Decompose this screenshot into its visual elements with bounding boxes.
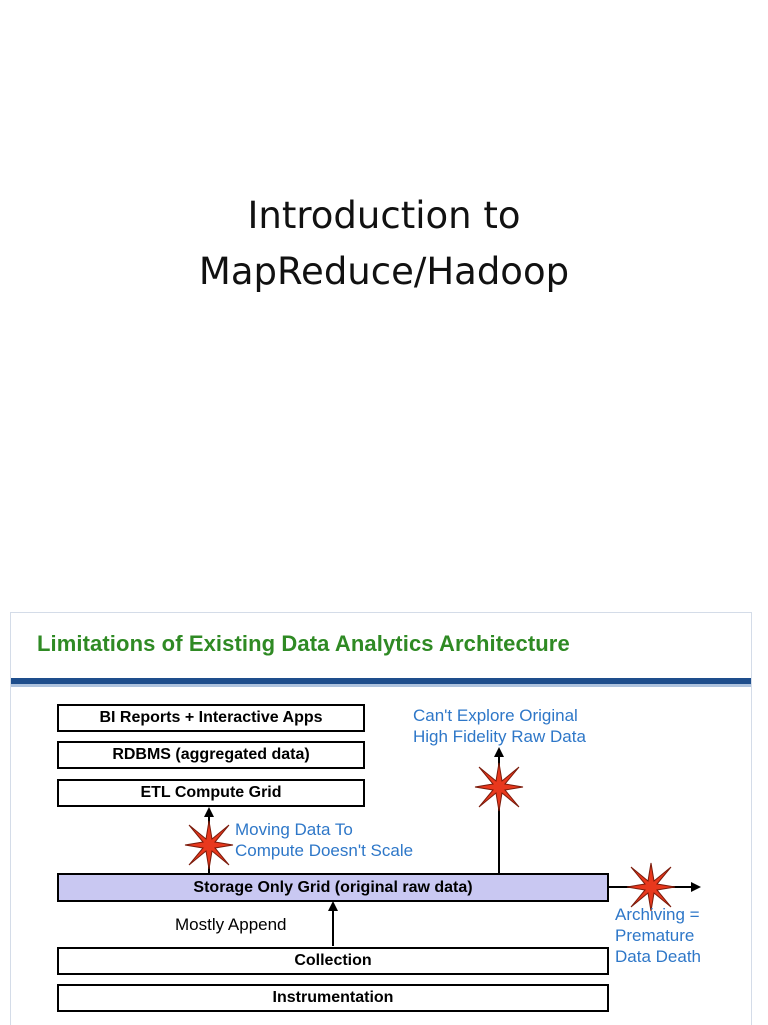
box-rdbms: RDBMS (aggregated data): [57, 741, 365, 769]
note-explore-line-2: High Fidelity Raw Data: [413, 727, 586, 746]
note-archiving-line-2: Premature: [615, 926, 695, 945]
box-etl: ETL Compute Grid: [57, 779, 365, 807]
note-moving-line-2: Compute Doesn't Scale: [235, 841, 414, 860]
page-title: [0, 188, 768, 300]
x-mark-explore-icon: [475, 763, 523, 811]
page-title-line-2: MapReduce/Hadoop: [198, 250, 570, 293]
note-archiving-line-1: Archiving =: [615, 905, 700, 924]
box-storage-grid: Storage Only Grid (original raw data): [57, 873, 609, 902]
note-moving-data: [235, 819, 413, 861]
page-title-line-1: Introduction to: [247, 194, 521, 237]
note-archiving: [615, 904, 701, 967]
note-archiving-line-3: Data Death: [615, 947, 701, 966]
note-explore: [413, 705, 586, 747]
box-collection: Collection: [57, 947, 609, 975]
note-explore-line-1: Can't Explore Original: [413, 706, 578, 725]
box-bi-reports: BI Reports + Interactive Apps: [57, 704, 365, 732]
slide-embedded: [10, 612, 752, 1025]
slide-heading: Limitations of Existing Data Analytics Architecture: [37, 631, 570, 656]
box-instrumentation: Instrumentation: [57, 984, 609, 1012]
note-moving-line-1: Moving Data To: [235, 820, 353, 839]
x-mark-moving-icon: [185, 821, 233, 869]
label-mostly-append: Mostly Append: [175, 915, 287, 934]
